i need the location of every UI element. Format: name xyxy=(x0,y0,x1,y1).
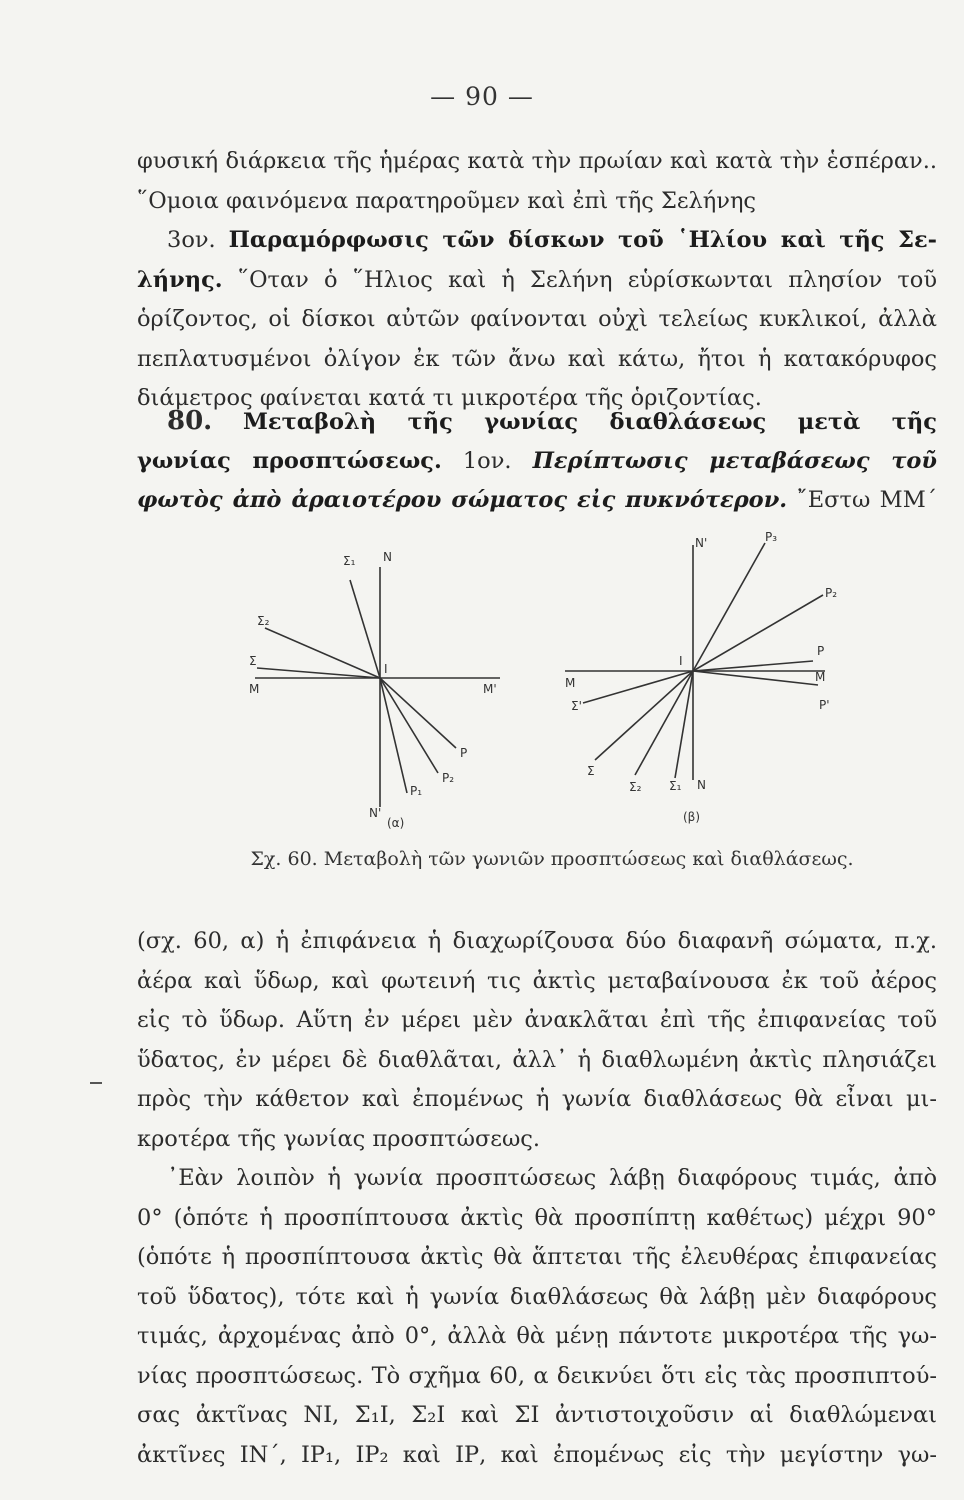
label-n-b: N xyxy=(697,778,706,792)
ray-p1 xyxy=(380,678,407,793)
text-line: νίας προσπτώσεως. Τὸ σχῆμα 60, α δεικνύει ὅτι εἰς τὰς προσπιπτού- xyxy=(137,1362,937,1389)
label-sigma-b: Σ xyxy=(587,764,595,778)
label-sigma: Σ xyxy=(249,654,257,668)
subsection-title-a: Περίπτωσις μεταβάσεως τοῦ xyxy=(532,447,937,474)
label-sigma2: Σ₂ xyxy=(257,614,270,628)
figure-60 xyxy=(245,525,865,845)
label-n-prime-b: N' xyxy=(695,536,708,550)
text-segment: ῞Οταν ὁ ῞Ηλιος καὶ ἡ Σελήνη εὑρίσκωνται πλησίον τοῦ xyxy=(237,266,937,293)
section-80-title-b: γωνίας προσπτώσεως. xyxy=(137,447,442,474)
page-number: — 90 — xyxy=(430,82,534,111)
text-line: 0° (ὁπότε ἡ προσπίπτουσα ἀκτὶς θὰ προσπίπτῃ καθέτως) μέχρι 90° xyxy=(137,1204,937,1231)
subsection-number: 1ον. xyxy=(462,447,512,474)
label-sigma1: Σ₁ xyxy=(343,554,356,568)
ray-p-prime xyxy=(693,671,818,685)
text-line: φυσική διάρκεια τῆς ἡμέρας κατὰ τὴν πρωίαν καὶ κατὰ τὴν ἑσπέραν.. xyxy=(137,148,937,174)
label-p: P xyxy=(460,746,468,760)
text-line: ὁρίζοντος, οἱ δίσκοι αὐτῶν φαίνονται οὐχὶ τελείως κυκλικοί, ἀλλὰ xyxy=(137,306,937,332)
label-p2-b: P₂ xyxy=(825,586,838,600)
label-p1: P₁ xyxy=(410,784,423,798)
paragraph-3 xyxy=(137,922,937,1159)
text-line xyxy=(137,442,937,482)
text-line: εἰς τὸ ὕδωρ. Αὕτη ἐν μέρει μὲν ἀνακλᾶται ἐπὶ τῆς ἐπιφανείας τοῦ xyxy=(137,1007,937,1033)
diagram-b-lines xyxy=(565,543,825,780)
label-p-prime-b: P' xyxy=(819,698,830,712)
text-segment: ῎Εστω ΜΜ΄ xyxy=(796,487,937,513)
label-i-b: I xyxy=(679,654,683,668)
section-80-block xyxy=(137,402,937,521)
label-m-prime: M' xyxy=(483,682,497,696)
text-line: σας ἀκτῖνας ΝΙ, Σ₁Ι, Σ₂Ι καὶ ΣΙ ἀντιστοιχοῦσιν αἱ διαθλώμεναι xyxy=(137,1402,937,1428)
diagram-a-lines xyxy=(255,567,500,807)
section-3-number: 3ον. xyxy=(167,227,216,253)
section-3-title-a: Παραμόρφωσις τῶν δίσκων τοῦ ῾Ηλίου καὶ τῆς Σε- xyxy=(228,227,937,253)
text-line: ἀκτῖνες ΙΝ΄, ΙΡ₁, ΙΡ₂ καὶ ΙΡ, καὶ ἐπομένως εἰς τὴν μεγίστην γω- xyxy=(137,1441,937,1468)
refraction-diagram xyxy=(245,525,865,845)
section-3-heading-line xyxy=(137,221,937,261)
label-a: (α) xyxy=(387,816,405,830)
label-n-prime: N' xyxy=(369,806,382,820)
label-sigma2-b: Σ₂ xyxy=(629,780,642,794)
label-b: (β) xyxy=(683,810,701,824)
ray-p2 xyxy=(380,678,438,773)
ray-p3 xyxy=(693,543,765,671)
diagram-a-labels xyxy=(249,550,497,830)
paragraph-4 xyxy=(137,1159,937,1475)
ray-pb xyxy=(693,661,813,671)
margin-mark xyxy=(90,1082,102,1084)
text-line: πρὸς τὴν κάθετον καὶ ἐπομένως ἡ γωνία διαθλάσεως θὰ εἶναι μι- xyxy=(137,1086,937,1112)
ray-sigma1 xyxy=(350,580,380,678)
text-line: ᾽Εὰν λοιπὸν ἡ γωνία προσπτώσεως λάβῃ διαφόρους τιμάς, ἀπὸ xyxy=(167,1165,937,1191)
label-p3: P₃ xyxy=(765,530,778,544)
text-line: τοῦ ὕδατος), τότε καὶ ἡ γωνία διαθλάσεως θὰ λάβῃ μὲν διαφόρους xyxy=(137,1283,937,1310)
section-80-number: 80. xyxy=(167,406,213,436)
text-line xyxy=(137,261,937,301)
label-n: N xyxy=(383,550,392,564)
label-i: I xyxy=(384,662,388,676)
label-sigma-prime-b: Σ' xyxy=(571,699,582,713)
diagram-b-labels xyxy=(565,530,837,824)
text-line: τιμάς, ἀρχομένας ἀπὸ 0°, ἀλλὰ θὰ μένῃ πάντοτε μικροτέρα τῆς γω- xyxy=(137,1323,937,1349)
text-line: διάμετρος φαίνεται κατά τι μικροτέρα τῆς ὁριζοντίας. xyxy=(137,385,762,411)
label-sigma1-b: Σ₁ xyxy=(669,779,682,793)
subsection-title-b: φωτὸς ἀπὸ ἀραιοτέρου σώματος εἰς πυκνότερον. xyxy=(137,487,788,513)
label-m-left-b: M xyxy=(565,676,576,690)
text-line: (ὁπότε ἡ προσπίπτουσα ἀκτὶς θὰ ἅπτεται τῆς ἐλευθέρας ἐπιφανείας xyxy=(137,1244,937,1270)
section-80-heading-line xyxy=(137,402,937,442)
figure-caption: Σχ. 60. Μεταβολὴ τῶν γωνιῶν προσπτώσεως καὶ διαθλάσεως. xyxy=(250,848,854,870)
text-line: πεπλατυσμένοι ὀλίγον ἐκ τῶν ἄνω καὶ κάτω, ἤτοι ἡ κατακόρυφος xyxy=(137,345,937,372)
text-line: κροτέρα τῆς γωνίας προσπτώσεως. xyxy=(137,1125,541,1152)
text-line: (σχ. 60, α) ἡ ἐπιφάνεια ἡ διαχωρίζουσα δύο διαφανῆ σώματα, π.χ. xyxy=(137,928,937,954)
text-line: ὕδατος, ἐν μέρει δὲ διαθλᾶται, ἀλλ᾽ ἡ διαθλωμένη ἀκτὶς πλησιάζει xyxy=(137,1046,937,1073)
top-text-block xyxy=(137,142,937,419)
ray-p xyxy=(380,678,456,748)
label-m-right-b: M xyxy=(815,670,826,684)
section-80-title-a: Μεταβολὴ τῆς γωνίας διαθλάσεως μετὰ τῆς xyxy=(243,409,937,435)
text-line: ῞Ομοια φαινόμενα παρατηροῦμεν καὶ ἐπὶ τῆς Σελήνης xyxy=(137,187,757,214)
text-line xyxy=(137,481,937,521)
section-3-title-b: λήνης. xyxy=(137,266,223,293)
label-p-b: P xyxy=(817,644,825,658)
ray-sigma-b xyxy=(595,671,693,760)
label-p2: P₂ xyxy=(442,771,455,785)
text-line: ἀέρα καὶ ὕδωρ, καὶ φωτεινή τις ἀκτὶς μεταβαίνουσα ἐκ τοῦ ἀέρος xyxy=(137,967,937,994)
ray-p2b xyxy=(693,595,823,671)
label-m: M xyxy=(249,682,260,696)
